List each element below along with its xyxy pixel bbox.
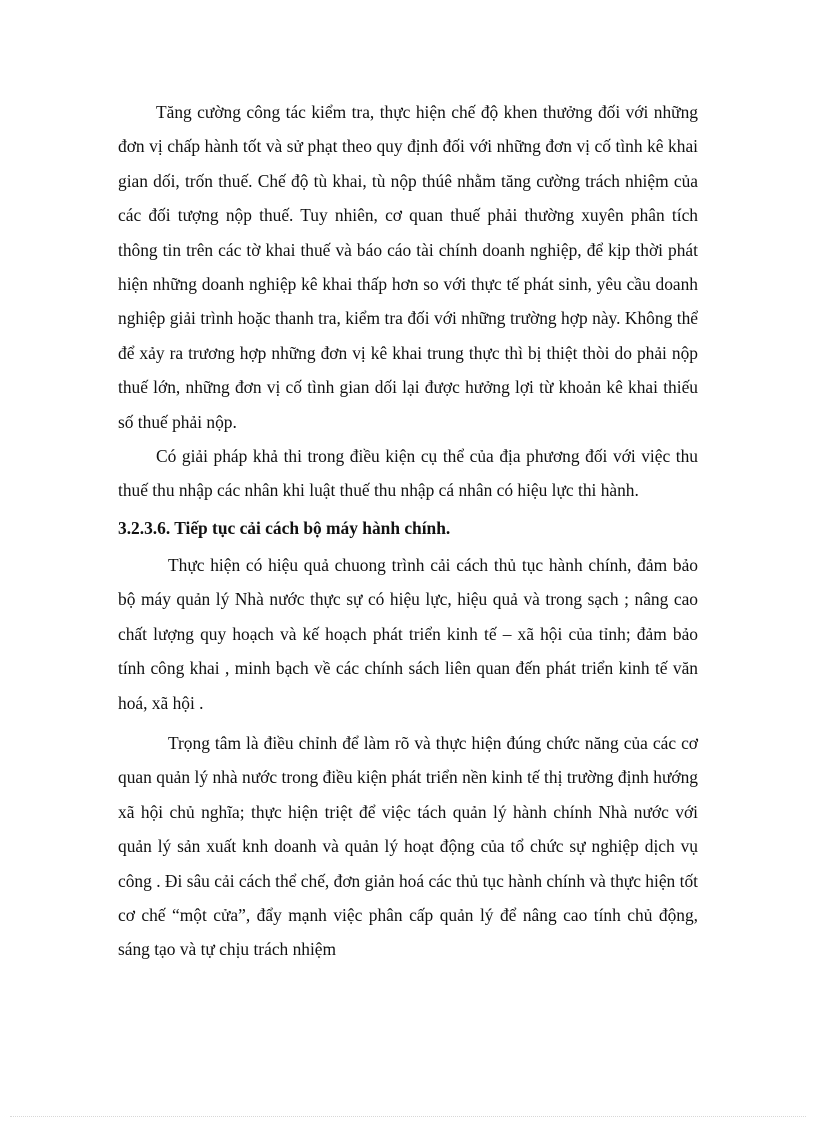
paragraph-focus: Trọng tâm là điều chỉnh để làm rõ và thực hiện đúng chức năng của các cơ quan quản lý nhà nước trong điều kiện phát triển nền kinh tế thị trường định hướng xã hội chủ nghĩa; thực hiện triệt để việc tách quản lý hành chính Nhà nước với quản lý sản xuất knh doanh và quản lý hoạt động của tổ chức sự nghiệp dịch vụ công . Đi sâu cải cách thể chế, đơn giản hoá các thủ tục hành chính và thực hiện tốt cơ chế “một cửa”, đẩy mạnh việc phân cấp quản lý để nâng cao tính chủ động, sáng tạo và tự chịu trách nhiệm (118, 732, 698, 960)
paragraph-personal-income-tax: Có giải pháp khả thi trong điều kiện cụ thể của địa phương đối với việc thu thuế thu nhập các nhân khi luật thuế thu nhập cá nhân có hiệu lực thi hành. (118, 446, 698, 501)
paragraph-tax-inspection: Tăng cường công tác kiểm tra, thực hiện chế độ khen thưởng đối với những đơn vị chấp hành tốt và sử phạt theo quy định đối với những đơn vị cố tình kê khai gian dối, trốn thuế. Chế độ tù khai, tù nộp thúê nhằm tăng cường trách nhiệm của các đối tượng nộp thuế. Tuy nhiên, cơ quan thuế phải thường xuyên phân tích thông tin trên các tờ khai thuế và báo cáo tài chính doanh nghiệp, để kịp thời phát hiện những doanh nghiệp kê khai thấp hơn so với thực tế phát sinh, yêu cầu doanh nghiệp giải trình hoặc thanh tra, kiểm tra đối với những trường hợp này. Không thể để xảy ra trương hợp những đơn vị kê khai trung thực thì bị thiệt thòi do phải nộp thuế lớn, những đơn vị cố tình gian dối lại được hưởng lợi từ khoản kê khai thiếu số thuế phải nộp. (118, 102, 698, 432)
document-body (118, 95, 698, 967)
section-heading: 3.2.3.6. Tiếp tục cải cách bộ máy hành chính. (118, 517, 451, 538)
paragraph-admin-reform: Thực hiện có hiệu quả chuong trình cải cách thủ tục hành chính, đảm bảo bộ máy quản lý Nhà nước thực sự có hiệu lực, hiệu quả và trong sạch ; nâng cao chất lượng quy hoạch và kế hoạch phát triển kinh tế – xã hội của tỉnh; đảm bảo tính công khai , minh bạch về các chính sách liên quan đến phát triển kinh tế văn hoá, xã hội . (118, 554, 698, 713)
page-bottom-rule (10, 1116, 806, 1117)
